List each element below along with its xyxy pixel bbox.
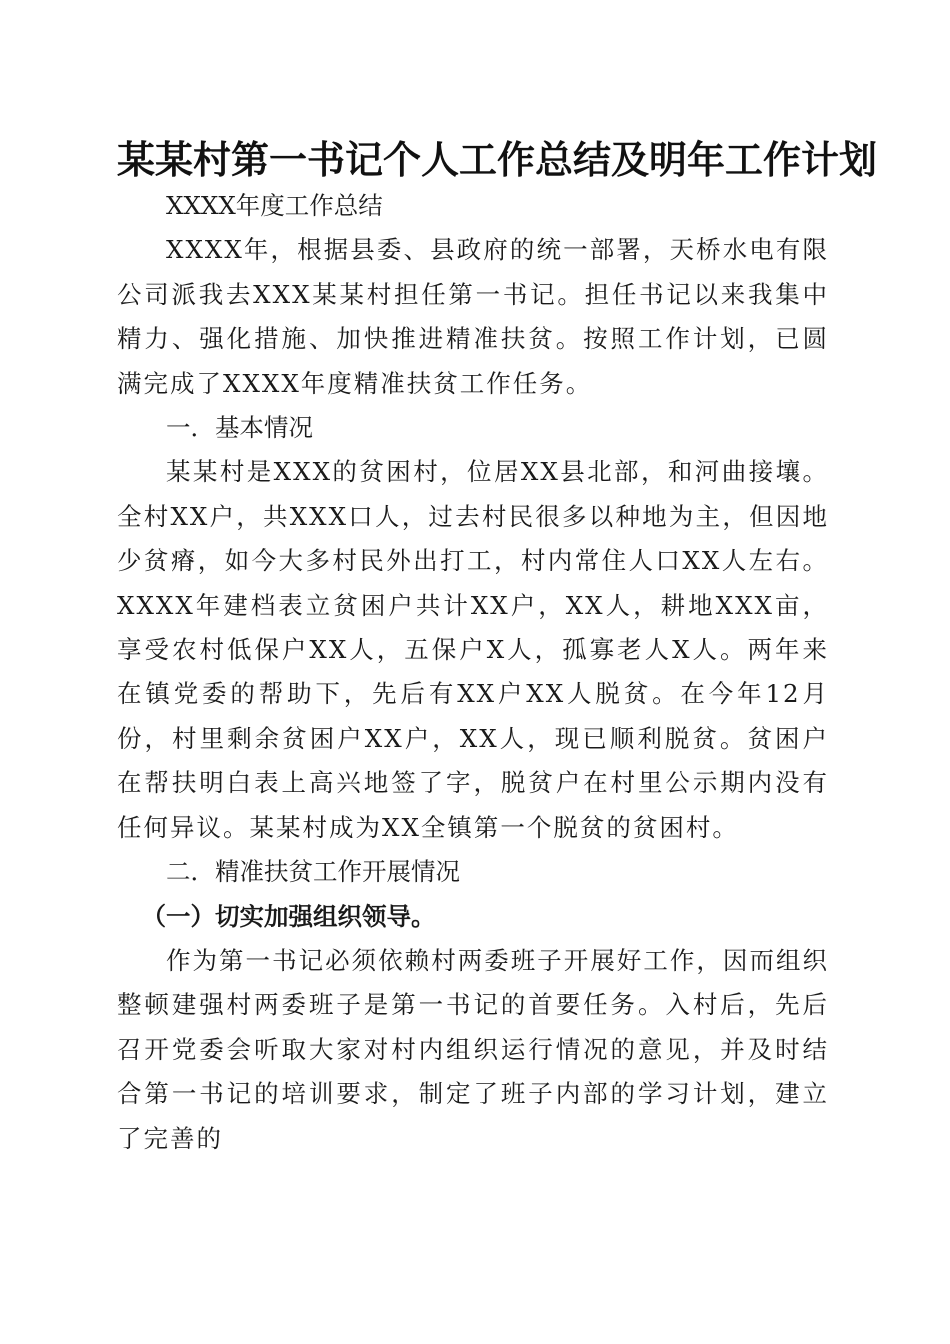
organization-paragraph: 作为第一书记必须依赖村两委班子开展好工作，因而组织整顿建强村两委班子是第一书记的首要任务。入村后，先后召开党委会听取大家对村内组织运行情况的意见，并及时结合第一书记的培训要求，制定了班子内部的学习计划，建立了完善的 — [117, 945, 829, 1153]
section-heading-basic-info: 一．基本情况 — [166, 413, 313, 443]
subsection-heading-organization: （一）切实加强组织领导。 — [141, 901, 436, 931]
basic-info-paragraph: 某某村是XXX的贫困村，位居XX县北部，和河曲接壤。全村XX户，共XXX口人，过去村民很多以种地为主，但因地少贫瘠，如今大多村民外出打工，村内常住人口XX人左右。XXXX年建档表立贫困户共计XX户，XX人，耕地XXX亩，享受农村低保户XX人，五保户X人，孤寡老人X人。两年来在镇党委的帮助下，先后有XX户XX人脱贫。在今年12月份，村里剩余贫困户XX户，XX人，现已顺利脱贫。贫困户在帮扶明白表上高兴地签了字，脱贫户在村里公示期内没有任何异议。某某村成为XX全镇第一个脱贫的贫困村。 — [117, 457, 829, 842]
document-title: 某某村第一书记个人工作总结及明年工作计划 — [117, 137, 878, 182]
section-heading-poverty-work: 二．精准扶贫工作开展情况 — [166, 857, 460, 887]
summary-heading: XXXX年度工作总结 — [166, 191, 383, 220]
intro-paragraph: XXXX年，根据县委、县政府的统一部署，天桥水电有限公司派我去XXX某某村担任第一书记。担任书记以来我集中精力、强化措施、加快推进精准扶贫。按照工作计划，已圆满完成了XXXX年度精准扶贫工作任务。 — [117, 235, 829, 398]
document-body — [117, 136, 878, 1161]
